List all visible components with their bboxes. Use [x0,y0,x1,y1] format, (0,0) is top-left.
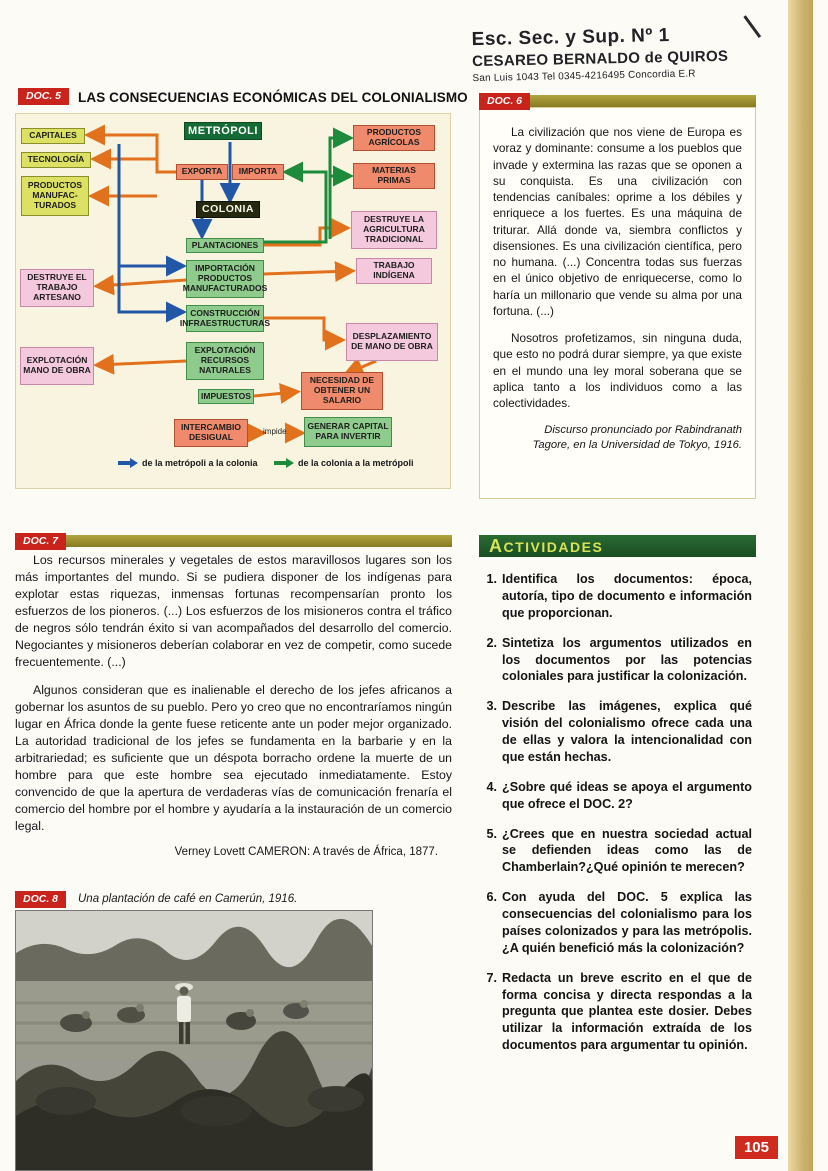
actividades-header [479,535,756,557]
doc7-paragraph: Algunos consideran que es inalienable el derecho de los jefes africanos a gobernar los asuntos de su pueblo. Pero yo creo que no encontraríamos ningún lugar en África donde la gente fuese reticente ante un poder mejor organizado. La autoridad tradicional de los jefes se fundamenta en la barbarie y en la arbitrariedad; es suficiente que un déspota borracho ordene la muerte de un hombre para que este hombre sea ejecutado inmediatamente. Estoy convencido de que la apertura de verdaderas vías de comunicación frenaría el comercio del hombre por el hombre y ayudaría a la instauración de un comercio legal. [15,682,452,833]
chart-box-importacion-productos: IMPORTACIÓN PRODUCTOS MANUFACTURADOS [186,260,264,298]
chart-box-impuestos: IMPUESTOS [198,389,254,404]
chart-box-exporta: EXPORTA [176,164,228,180]
chart-box-generar-capital: GENERAR CAPITAL PARA INVERTIR [304,417,392,447]
chart-box-metropoli: METRÓPOLI [184,122,262,140]
actividad-text: Redacta un breve escrito en el que de forma concisa y directa respondas a la pregunta que plantea este dosier. Debes utilizar la información extraída de los documentos para argumentar tu opinión. [502,970,752,1053]
doc6-attribution: Discurso pronunciado por Rabindranath Tagore, en la Universidad de Tokyo, 1916. [532,423,742,451]
doc7-attribution: Verney Lovett CAMERON: A través de África, 1877. [174,845,438,858]
actividades-panel [479,535,756,1067]
actividad-number: 2. [486,635,497,650]
chart-box-necesidad-salario: NECESIDAD DE OBTENER UN SALARIO [301,372,383,410]
doc5-title: LAS CONSECUENCIAS ECONÓMICAS DEL COLONIALISMO [78,90,468,105]
chart-box-importa: IMPORTA [232,164,284,180]
chart-box-colonia: COLONIA [196,201,260,218]
actividad-item [481,779,752,813]
actividad-number: 4. [486,779,497,794]
actividad-item [481,698,752,766]
actividad-item [481,635,752,686]
stamp-line2: CESAREO BERNALDO de QUIROS [471,47,729,71]
actividad-text: ¿Sobre qué ideas se apoya el argumento que ofrece el DOC. 2? [502,779,752,811]
doc7-header-bar [15,535,452,547]
actividad-text: Identifica los documentos: época, autoría, tipo de documento e información que proporcionan. [502,572,752,620]
chart-box-desplazamiento-mano-obra: DESPLAZAMIENTO DE MANO DE OBRA [346,323,438,361]
chart-box-productos-manufacturados: PRODUCTOS MANUFAC- TURADOS [21,176,89,216]
actividad-number: 7. [486,970,497,985]
actividad-item [481,889,752,957]
plantation-photo [15,910,373,1171]
actividad-item [481,970,752,1054]
chart-box-plantaciones: PLANTACIONES [186,238,264,253]
doc7-text-block [15,552,452,858]
actividades-list [479,557,756,1054]
chart-box-destruye-trabajo-artesano: DESTRUYE EL TRABAJO ARTESANO [20,269,94,307]
chart-box-explotacion-recursos: EXPLOTACIÓN RECURSOS NATURALES [186,342,264,380]
actividad-number: 6. [486,890,497,905]
actividad-number: 5. [486,826,497,841]
chart-box-intercambio-desigual: INTERCAMBIO DESIGUAL [174,419,248,447]
chart-box-explotacion-mano-obra: EXPLOTACIÓN MANO DE OBRA [20,347,94,385]
school-stamp [471,23,772,84]
legend-label: de la metrópoli a la colonia [142,458,258,468]
doc6-label: DOC. 6 [479,93,530,110]
doc5-flowchart [15,113,451,489]
chart-box-construccion-infraestructuras: CONSTRUCCIÓN INFRAESTRUCTURAS [186,305,264,332]
actividad-number: 3. [486,699,497,714]
doc6-paragraph: La civilización que nos viene de Europa es voraz y dominante: consume a los pueblos que invade y extermina las razas que se oponen a su conquista. Es una civilización con tendencias caníbales: oprime a los débiles y enriquece a los fuertes. Es una máquina de triturar. Allá donde va, siembra conflictos y disensiones. Es una civilización científica, pero no humana. (...) Concentra todas sus fuerzas en el único objetivo de enriquecerse, como lo haría un millonario que vende su alma por una fortuna. (...) [493,125,742,318]
chart-box-destruye-agricultura: DESTRUYE LA AGRICULTURA TRADICIONAL [351,211,437,249]
doc5-label: DOC. 5 [18,88,69,105]
stamp-line1: Esc. Sec. y Sup. Nº 1 [471,25,670,51]
chart-impide-label: impide [263,427,287,436]
chart-box-materias-primas: MATERIAS PRIMAS [353,163,435,189]
doc6-text-block [479,107,756,499]
legend-label: de la colonia a la metrópoli [298,458,414,468]
blue-arrow-icon [118,458,138,468]
page-binding-strip [788,0,813,1171]
doc8-label: DOC. 8 [15,891,66,908]
actividad-text: Con ayuda del DOC. 5 explica las consecuencias del colonialismo para los países colonizados y para las metrópolis. ¿A quién benefició más la colonización? [502,890,752,955]
doc7-label: DOC. 7 [15,533,66,550]
plantation-photo-art [16,911,373,1171]
actividad-item [481,571,752,622]
actividad-text: Sintetiza los argumentos utilizados en los documentos por las potencias coloniales para justificar la colonización. [502,635,752,684]
doc7-paragraph: Los recursos minerales y vegetales de estos maravillosos lugares son los más importantes del mundo. Si se pudiera disponer de los indígenas para explotar estas riquezas, inmensas fortunas recompensarían pronto los esfuerzos de los pioneros. (...) Los esfuerzos de los misioneros contra el tráfico de negros sólo tendrán éxito si van acompañados del desarrollo del comercio. Negociantes y misioneros deberían colaborar en vez de competir, como sucede frecuentemente. (...) [15,553,452,669]
chart-box-productos-agricolas: PRODUCTOS AGRÍCOLAS [353,125,435,151]
green-arrow-icon [274,458,294,468]
actividades-title: ACTIVIDADES [489,535,604,556]
stamp-line3: San Luis 1043 Tel 0345-4216495 Concordia E.R [472,68,696,85]
chart-box-tecnologia: TECNOLOGÍA [21,152,91,168]
doc8-caption: Una plantación de café en Camerún, 1916. [78,893,298,905]
actividad-number: 1. [486,572,497,586]
doc6-paragraph: Nosotros profetizamos, sin ninguna duda, que esto no podrá durar siempre, ya que existe en el mundo una ley moral soberana que se aplica tanto a los individuos como a las colectividades. [493,331,742,411]
legend-colonia-metropoli [274,458,414,468]
page-number: 105 [735,1136,778,1159]
legend-metropoli-colonia [118,458,258,468]
chart-box-capitales: CAPITALES [21,128,85,144]
actividad-text: Describe las imágenes, explica qué visión del colonialismo ofrece cada una de ellas y valora la intencionalidad con que están hechas. [502,699,752,764]
actividad-text: ¿Crees que en nuestra sociedad actual se defienden ideas como las de Chamberlain?¿Qué opinión te merecen? [502,826,752,875]
actividad-item [481,826,752,877]
chart-box-trabajo-indigena: TRABAJO INDÍGENA [356,258,432,284]
